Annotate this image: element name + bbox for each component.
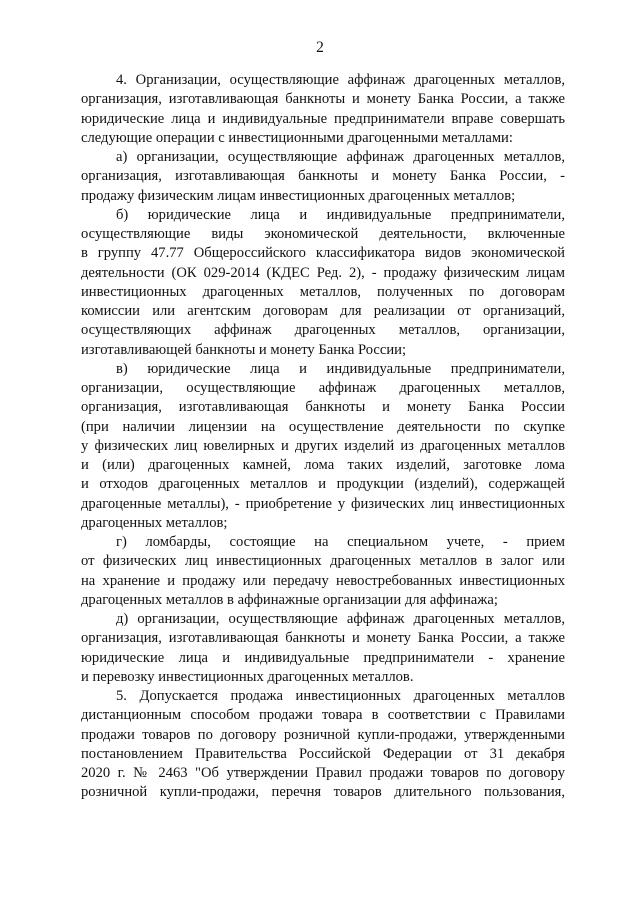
paragraph-item-4 <box>81 71 565 148</box>
text-line: юридические лица и индивидуальные предприниматели - хранение <box>81 649 565 666</box>
subitem-v <box>81 360 565 533</box>
text-line: и отходов драгоценных металлов и продукции (изделий), содержащей <box>81 476 565 493</box>
text-line: осуществляющих аффинаж драгоценных металлов, организации, <box>81 322 565 339</box>
text-line: на хранение и продажу или передачу невостребованных инвестиционных <box>81 572 565 589</box>
subitem-g <box>81 533 565 610</box>
text-line: постановлением Правительства Российской Федерации от 31 декабря <box>81 745 565 762</box>
text-line: организация, изготавливающая банкноты и монету Банка России, а также <box>81 91 565 108</box>
text-line: продажу физическим лицам инвестиционных драгоценных металлов; <box>81 187 516 204</box>
text-line: в) юридические лица и индивидуальные предприниматели, <box>116 360 565 377</box>
text-line: 5. Допускается продажа инвестиционных драгоценных металлов <box>116 688 565 704</box>
text-line: деятельности (ОК 029-2014 (КДЕС Ред. 2), - продажу физическим лицам <box>81 264 565 281</box>
text-line: драгоценные металлы), - приобретение у физических лиц инвестиционных <box>81 495 565 512</box>
text-line: организация, изготавливающая банкноты и монету Банка России, - <box>81 168 565 185</box>
page-number: 2 <box>316 39 324 56</box>
text-line: и перевозку инвестиционных драгоценных металлов. <box>81 668 414 685</box>
text-line: дистанционным способом продажи товара в соответствии с Правилами <box>81 707 565 724</box>
text-line: 2020 г. № 2463 "Об утверждении Правил продажи товаров по договору <box>81 765 565 781</box>
text-line: г) ломбарды, состоящие на специальном учете, - прием <box>116 534 565 550</box>
text-line: комиссии или агентским договорам для реализации от организаций, <box>81 303 565 319</box>
text-line: 4. Организации, осуществляющие аффинаж драгоценных металлов, <box>116 72 565 88</box>
text-line: осуществляющие виды экономической деятельности, включенные <box>81 226 565 242</box>
text-line: организации, осуществляющие аффинаж драгоценных металлов, <box>81 380 565 396</box>
subitem-b <box>81 206 565 360</box>
text-line: драгоценных металлов в аффинажные организации для аффинажа; <box>81 591 498 608</box>
text-line: юридические лица и индивидуальные предприниматели вправе совершать <box>81 110 565 127</box>
text-line: следующие операции с инвестиционными драгоценными металлами: <box>81 129 513 146</box>
text-line: драгоценных металлов; <box>81 514 228 531</box>
text-line: д) организации, осуществляющие аффинаж драгоценных металлов, <box>116 611 565 627</box>
paragraph-item-5 <box>81 687 565 803</box>
text-line: инвестиционных драгоценных металлов, полученных по договорам <box>81 283 565 300</box>
text-line: (при наличии лицензии на осуществление деятельности по скупке <box>81 418 565 435</box>
text-line: розничной купли-продажи, перечня товаров длительного пользования, <box>81 784 565 801</box>
document-body <box>81 71 565 803</box>
text-line: у физических лиц ювелирных и других изделий из драгоценных металлов <box>81 437 565 454</box>
text-line: б) юридические лица и индивидуальные предприниматели, <box>116 206 565 223</box>
text-line: а) организации, осуществляющие аффинаж драгоценных металлов, <box>116 149 565 165</box>
text-line: от физических лиц инвестиционных драгоценных металлов в залог или <box>81 553 565 570</box>
text-line: в группу 47.77 Общероссийского классификатора видов экономической <box>81 245 565 262</box>
text-line: изготавливающей банкноты и монету Банка России; <box>81 341 407 358</box>
subitem-d <box>81 610 565 687</box>
text-line: продажи товаров по договору розничной купли-продажи, утвержденными <box>81 726 565 743</box>
text-line: организация, изготавливающая банкноты и монету Банка России <box>81 399 565 416</box>
text-line: организация, изготавливающая банкноты и монету Банка России, а также <box>81 630 565 647</box>
text-line: и (или) драгоценных камней, лома таких изделий, заготовке лома <box>81 457 565 473</box>
subitem-a <box>81 148 565 206</box>
